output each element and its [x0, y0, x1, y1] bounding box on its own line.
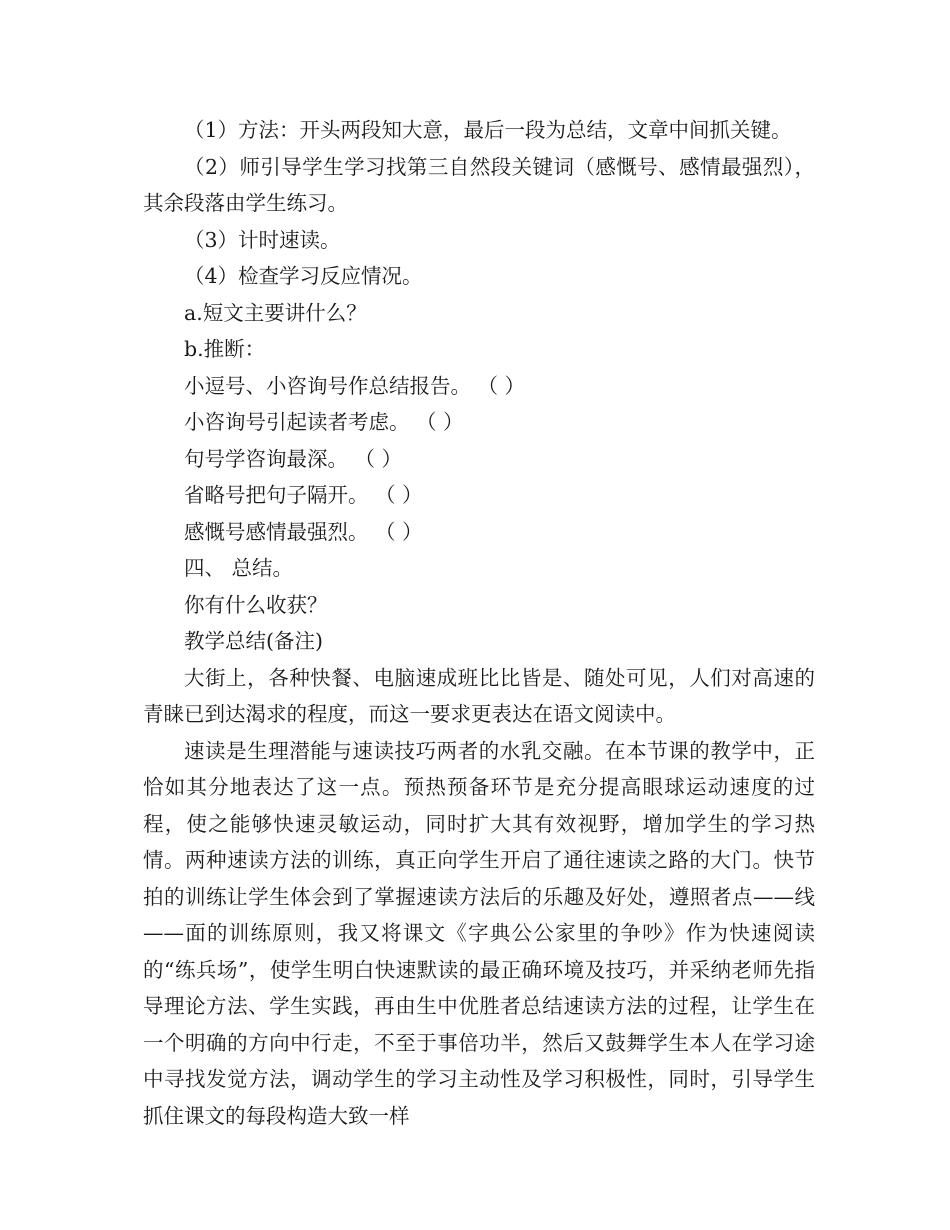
method-step-3: （3）计时速读。 [184, 227, 341, 252]
judgement-item: 小咨询号引起读者考虑。 （ ） [184, 410, 464, 434]
judgement-item: 感慨号感情最强烈。 （ ） [184, 519, 423, 544]
question-b: b.推断： [184, 337, 266, 361]
document-body [143, 112, 815, 1134]
method-step-1: （1）方法：开头两段知大意，最后一段为总结，文章中间抓关键。 [184, 118, 792, 142]
summary-paragraph-1: 大街上，各种快餐、电脑速成班比比皆是、随处可见，人们对高速的青睐已到达渴求的程度，而这一要求更表达在语文阅读中。 [143, 665, 815, 726]
summary-paragraph-2: 速读是生理潜能与速读技巧两者的水乳交融。在本节课的教学中，正恰如其分地表达了这一点。预热预备环节是充分提高眼球运动速度的过程，使之能够快速灵敏运动，同时扩大其有效视野，增加学生的学习热情。两种速读方法的训练，真正向学生开启了通往速读之路的大门。快节拍的训练让学生体会到了掌握速读方法后的乐趣及好处，遵照者点——线——面的训练原则，我又将课文《字典公公家里的争吵》作为快速阅读的“练兵场”，使学生明白快速默读的最正确环境及技巧，并采纳老师先指导理论方法、学生实践，再由生中优胜者总结速读方法的过程，让学生在一个明确的方向中行走，不至于事倍功半，然后又鼓舞学生本人在学习途中寻找发觉方法，调动学生的学习主动性及学习积极性，同时，引导学生抓住课文的每段构造大致一样 [143, 738, 815, 1128]
method-step-2: （2）师引导学生学习找第三自然段关键词（感慨号、感情最强烈），其余段落由学生练习。 [143, 154, 815, 215]
judgement-item: 小逗号、小咨询号作总结报告。 （ ） [184, 373, 526, 398]
method-step-4: （4）检查学习反应情况。 [184, 264, 423, 288]
section-heading-summary: 四、 总结。 [184, 556, 294, 580]
teaching-summary-heading: 教学总结(备注) [184, 629, 323, 653]
judgement-item: 句号学咨询最深。 （ ） [184, 446, 403, 471]
question-a: a.短文主要讲什么？ [184, 300, 367, 325]
judgement-item: 省略号把句子隔开。 （ ） [184, 483, 423, 507]
reflection-question: 你有什么收获？ [184, 592, 328, 617]
